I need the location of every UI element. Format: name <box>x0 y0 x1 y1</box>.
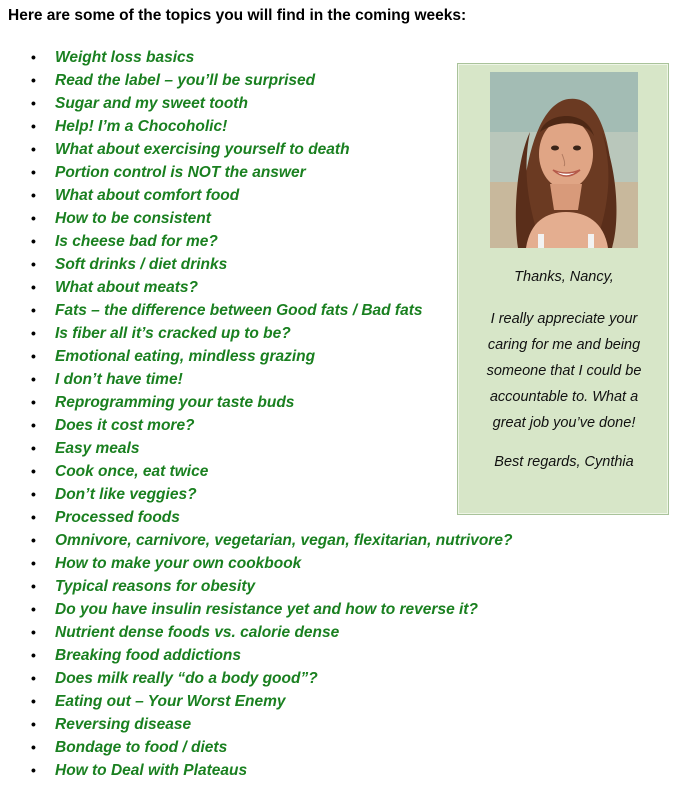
testimonial-quote <box>458 306 670 436</box>
bullet-icon: • <box>31 716 36 732</box>
list-item <box>0 736 560 759</box>
bullet-icon: • <box>31 693 36 709</box>
bullet-icon: • <box>31 141 36 157</box>
topic-text: What about comfort food <box>55 187 240 204</box>
topic-text: Emotional eating, mindless grazing <box>55 348 316 365</box>
topic-text: Processed foods <box>55 509 180 526</box>
bullet-icon: • <box>31 49 36 65</box>
list-item <box>0 598 560 621</box>
bullet-icon: • <box>31 532 36 548</box>
bullet-icon: • <box>31 463 36 479</box>
testimonial-line: I really appreciate your <box>490 311 638 327</box>
bullet-icon: • <box>31 601 36 617</box>
bullet-icon: • <box>31 325 36 341</box>
bullet-icon: • <box>31 440 36 456</box>
topic-text: Do you have insulin resistance yet and how to reverse it? <box>55 601 478 618</box>
topic-text: Easy meals <box>55 440 140 457</box>
topic-text: Is fiber all it’s cracked up to be? <box>55 325 291 342</box>
topic-text: Help! I’m a Chocoholic! <box>55 118 228 135</box>
list-item <box>0 529 560 552</box>
topic-text: How to be consistent <box>55 210 211 227</box>
bullet-icon: • <box>31 233 36 249</box>
topic-text: Eating out – Your Worst Enemy <box>55 693 286 710</box>
list-item <box>0 713 560 736</box>
topic-text: Does it cost more? <box>55 417 195 434</box>
bullet-icon: • <box>31 624 36 640</box>
bullet-icon: • <box>31 417 36 433</box>
bullet-icon: • <box>31 118 36 134</box>
topic-text: Sugar and my sweet tooth <box>55 95 248 112</box>
testimonial-line: accountable to. What a <box>489 389 639 405</box>
testimonial-line: caring for me and being <box>487 337 641 353</box>
bullet-icon: • <box>31 647 36 663</box>
bullet-icon: • <box>31 164 36 180</box>
topic-text: I don’t have time! <box>55 371 183 388</box>
list-item <box>0 667 560 690</box>
topic-text: Weight loss basics <box>55 49 195 66</box>
list-item <box>0 759 560 782</box>
topic-text: Don’t like veggies? <box>55 486 197 503</box>
testimonial-box <box>457 63 669 515</box>
page-heading: Here are some of the topics you will find in the coming weeks: <box>8 7 467 24</box>
bullet-icon: • <box>31 486 36 502</box>
topic-text: Reversing disease <box>55 716 192 733</box>
topic-text: Typical reasons for obesity <box>55 578 256 595</box>
topic-text: Cook once, eat twice <box>55 463 209 480</box>
list-item <box>0 552 560 575</box>
topic-text: Fats – the difference between Good fats / Bad fats <box>55 302 423 319</box>
list-item <box>0 621 560 644</box>
list-item <box>0 690 560 713</box>
bullet-icon: • <box>31 72 36 88</box>
testimonial-signoff: Best regards, Cynthia <box>494 454 634 470</box>
topic-text: Is cheese bad for me? <box>55 233 218 250</box>
list-item <box>0 299 430 322</box>
topic-text: Portion control is NOT the answer <box>55 164 306 181</box>
topic-text: Soft drinks / diet drinks <box>55 256 228 273</box>
list-item <box>0 644 560 667</box>
testimonial-greeting: Thanks, Nancy, <box>514 269 614 285</box>
bullet-icon: • <box>31 555 36 571</box>
topic-text: Omnivore, carnivore, vegetarian, vegan, flexitarian, nutrivore? <box>55 532 513 549</box>
bullet-icon: • <box>31 394 36 410</box>
list-item <box>0 575 560 598</box>
bullet-icon: • <box>31 187 36 203</box>
testimonial-photo <box>490 72 638 248</box>
bullet-icon: • <box>31 371 36 387</box>
testimonial-line: someone that I could be <box>486 363 642 379</box>
bullet-icon: • <box>31 509 36 525</box>
bullet-icon: • <box>31 578 36 594</box>
topic-text: Nutrient dense foods vs. calorie dense <box>55 624 340 641</box>
bullet-icon: • <box>31 762 36 778</box>
bullet-icon: • <box>31 256 36 272</box>
bullet-icon: • <box>31 670 36 686</box>
topic-text: How to Deal with Plateaus <box>55 762 248 779</box>
topic-text: How to make your own cookbook <box>55 555 302 572</box>
testimonial-line: great job you’ve done! <box>492 415 636 431</box>
bullet-icon: • <box>31 739 36 755</box>
topic-text: Read the label – you’ll be surprised <box>55 72 316 89</box>
bullet-icon: • <box>31 348 36 364</box>
topic-text: What about meats? <box>55 279 198 296</box>
topic-text: What about exercising yourself to death <box>55 141 350 158</box>
topic-text: Breaking food addictions <box>55 647 242 664</box>
bullet-icon: • <box>31 302 36 318</box>
topic-text: Does milk really “do a body good”? <box>55 670 318 687</box>
bullet-icon: • <box>31 279 36 295</box>
topic-text: Reprogramming your taste buds <box>55 394 295 411</box>
portrait-illustration <box>490 72 638 248</box>
topic-text: Bondage to food / diets <box>55 739 228 756</box>
bullet-icon: • <box>31 95 36 111</box>
bullet-icon: • <box>31 210 36 226</box>
